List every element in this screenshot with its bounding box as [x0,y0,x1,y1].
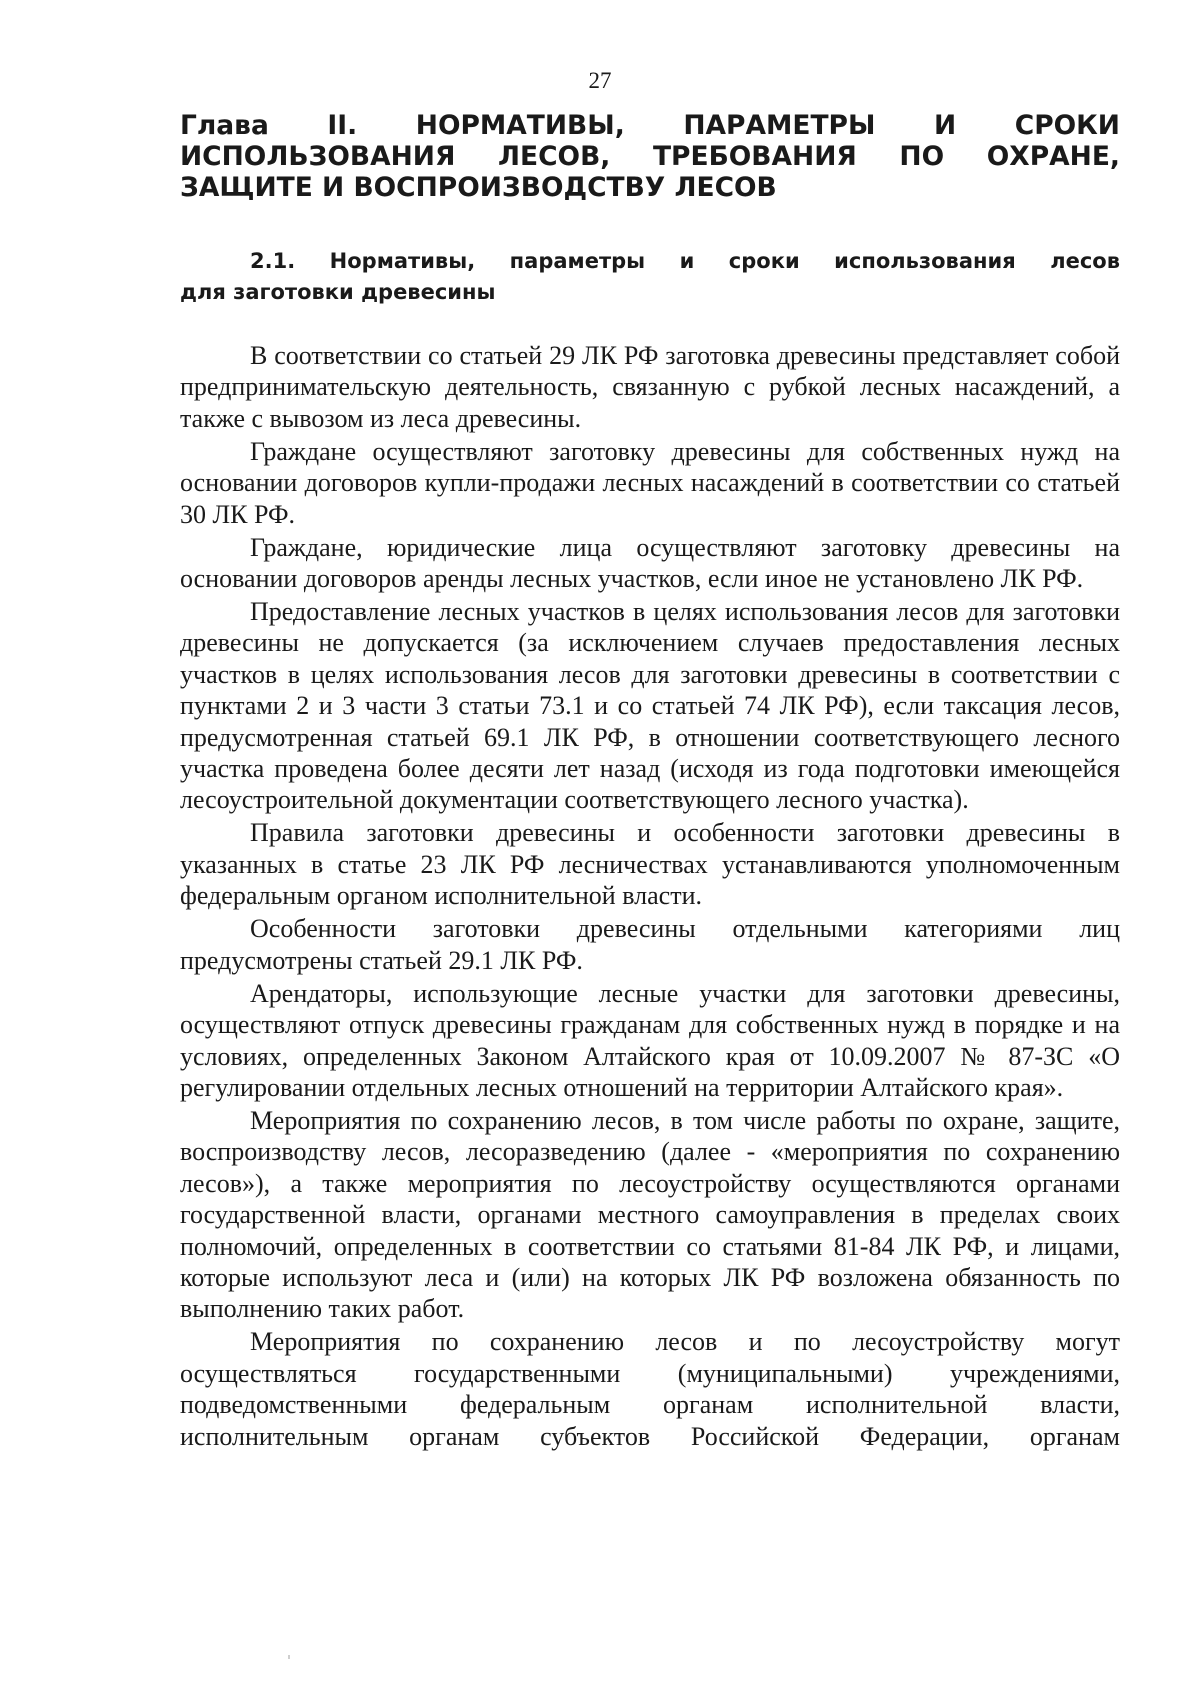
paragraph: Правила заготовки древесины и особенности заготовки древесины в указанных в статье 23 ЛК РФ лесничествах устанавливаются уполномоченным федеральным органом исполнительной власти. [180,818,1120,911]
paragraph: Особенности заготовки древесины отдельными категориями лиц предусмотрены статьей 29.1 ЛК РФ. [180,914,1120,975]
chapter-title [180,110,1120,203]
page-number: 27 [588,68,612,93]
section-title [180,246,1120,308]
body-text [180,340,1120,1454]
section-title-rest: для заготовки древесины [180,280,496,304]
paragraph: В соответствии со статьей 29 ЛК РФ заготовка древесины представляет собой предпринимательскую деятельность, связанную с рубкой лесных насаждений, а также с вывозом из леса древесины. [180,341,1120,433]
paragraph-continued: Мероприятия по сохранению лесов и по лесоустройству могут осуществляться государственными (муниципальными) учреждениями, подведомственными федеральным органам исполнительной власти, исполнительным органам субъектов Российской Федерации, органам [180,1327,1120,1451]
paragraph: Предоставление лесных участков в целях использования лесов для заготовки древесины не допускается (за исключением случаев предоставления лесных участков в целях использования лесов для заготовки древесины в соответствии с пунктами 2 и 3 части 3 статьи 73.1 и со статьей 74 ЛК РФ), если таксация лесов, предусмотренная статьей 69.1 ЛК РФ, в отношении соответствующего лесного участка проведена более десяти лет назад (исходя из года подготовки имеющейся лесоустроительной документации соответствующего лесного участка). [180,597,1120,815]
chapter-title-line1: Глава II. НОРМАТИВЫ, ПАРАМЕТРЫ И СРОКИ [180,110,1120,141]
paragraph: Арендаторы, использующие лесные участки для заготовки древесины, осуществляют отпуск древесины гражданам для собственных нужд в порядке и на условиях, определенных Законом Алтайского края от 10.09.2007 № 87-ЗС «О регулировании отдельных лесных отношений на территории Алтайского края». [180,978,1120,1102]
chapter-title-rest: ИСПОЛЬЗОВАНИЯ ЛЕСОВ, ТРЕБОВАНИЯ ПО ОХРАНЕ, ЗАЩИТЕ И ВОСПРОИЗВОДСТВУ ЛЕСОВ [180,141,1120,203]
scan-artifact [288,1655,290,1659]
paragraph: Граждане осуществляют заготовку древесины для собственных нужд на основании договоров купли-продажи лесных насаждений в соответствии со статьей 30 ЛК РФ. [180,436,1120,529]
section-title-line1: 2.1. Нормативы, параметры и сроки использования лесов [250,249,1120,273]
paragraph: Граждане, юридические лица осуществляют заготовку древесины на основании договоров аренды лесных участков, если иное не установлено ЛК РФ. [180,532,1120,594]
paragraph: Мероприятия по сохранению лесов, в том числе работы по охране, защите, воспроизводству лесов, лесоразведению (далее - «мероприятия по сохранению лесов»), а также мероприятия по лесоустройству осуществляются органами государственной власти, органами местного самоуправления в пределах своих полномочий, определенных в соответствии со статьями 81-84 ЛК РФ, и лицами, которые используют леса и (или) на которых ЛК РФ возложена обязанность по выполнению таких работ. [180,1105,1120,1324]
